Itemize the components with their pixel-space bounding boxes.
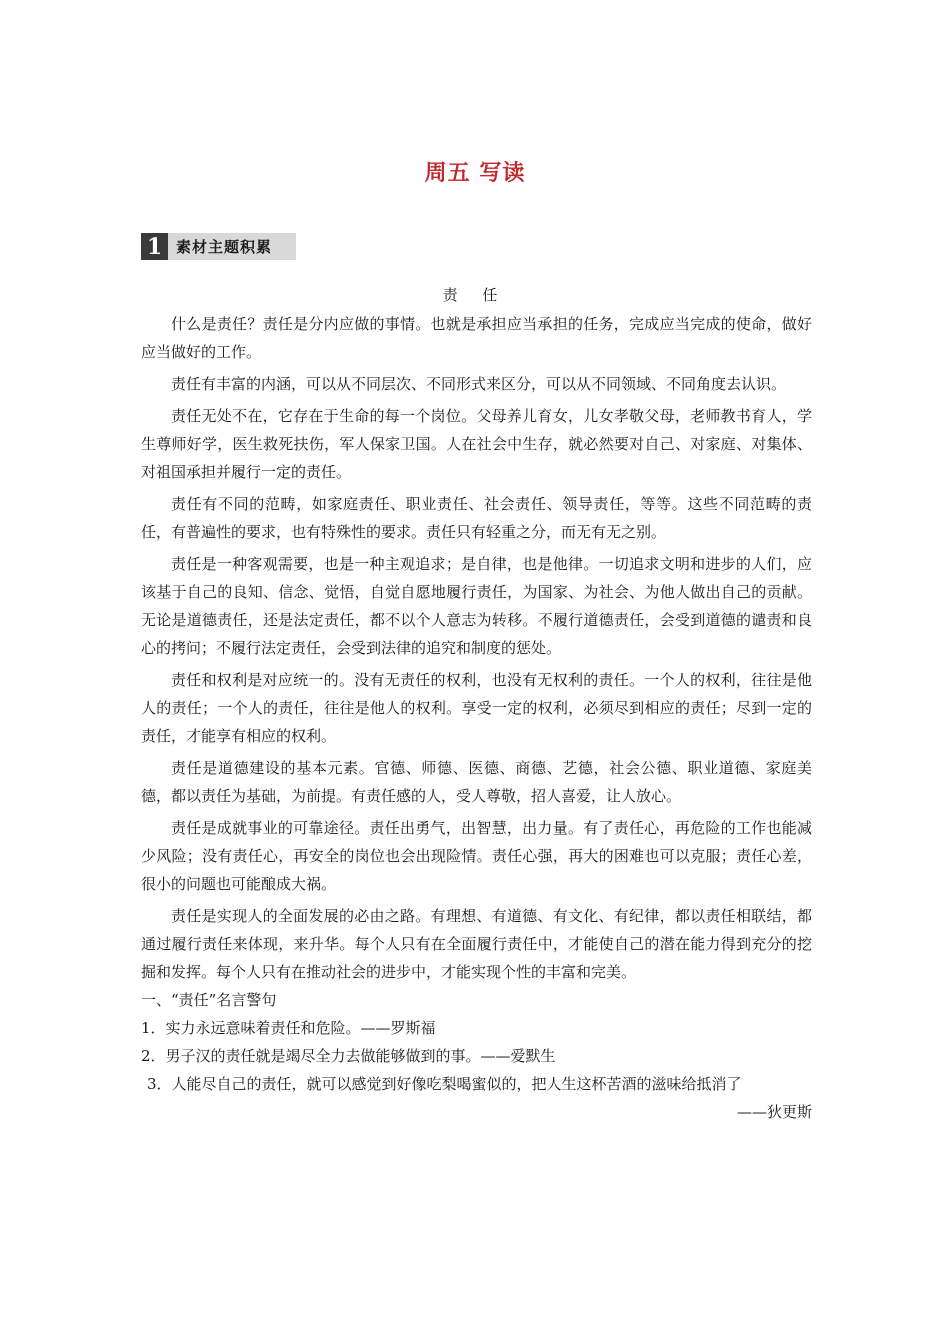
essay-paragraph: 责任有不同的范畴，如家庭责任、职业责任、社会责任、领导责任，等等。这些不同范畴的责任，有普遍性的要求，也有特殊性的要求。责任只有轻重之分，而无有无之别。 bbox=[141, 495, 812, 541]
quote-item: 2．男子汉的责任就是竭尽全力去做能够做到的事。——爱默生 bbox=[141, 1047, 556, 1065]
essay-paragraph: 责任是道德建设的基本元素。官德、师德、医德、商德、艺德，社会公德、职业道德、家庭美德，都以责任为基础，为前提。有责任感的人，受人尊敬，招人喜爱，让人放心。 bbox=[141, 759, 812, 805]
quotes-heading: 一、“责任”名言警句 bbox=[141, 991, 277, 1009]
essay-paragraph: 责任是一种客观需要，也是一种主观追求；是自律，也是他律。一切追求文明和进步的人们，应该基于自己的良知、信念、觉悟，自觉自愿地履行责任，为国家、为社会、为他人做出自己的贡献。无论是道德责任，还是法定责任，都不以个人意志为转移。不履行道德责任，会受到道德的谴责和良心的拷问；不履行法定责任，会受到法律的追究和制度的惩处。 bbox=[141, 555, 812, 657]
essay-paragraph: 责任是成就事业的可靠途径。责任出勇气，出智慧，出力量。有了责任心，再危险的工作也能减少风险；没有责任心，再安全的岗位也会出现险情。责任心强，再大的困难也可以克服；责任心差，很小的问题也可能酿成大祸。 bbox=[141, 819, 812, 893]
essay-paragraph: 责任有丰富的内涵，可以从不同层次、不同形式来区分，可以从不同领域、不同角度去认识。 bbox=[171, 375, 787, 393]
section-header bbox=[141, 233, 296, 260]
essay-title: 责 任 bbox=[442, 286, 508, 304]
essay-paragraph: 什么是责任？责任是分内应做的事情。也就是承担应当承担的任务，完成应当完成的使命，做好应当做好的工作。 bbox=[141, 315, 812, 361]
page-title: 周五 写读 bbox=[424, 161, 526, 186]
section-number-badge: 1 bbox=[141, 233, 168, 260]
essay-paragraph: 责任是实现人的全面发展的必由之路。有理想、有道德、有文化、有纪律，都以责任相联结，都通过履行责任来体现，来升华。每个人只有在全面履行责任中，才能使自己的潜在能力得到充分的挖掘和发挥。每个人只有在推动社会的进步中，才能实现个性的丰富和完美。 bbox=[141, 907, 812, 981]
essay-paragraph: 责任无处不在，它存在于生命的每一个岗位。父母养儿育女，儿女孝敬父母，老师教书育人，学生尊师好学，医生救死扶伤，军人保家卫国。人在社会中生存，就必然要对自己、对家庭、对集体、对祖国承担并履行一定的责任。 bbox=[141, 407, 812, 481]
quote-attribution: ——狄更斯 bbox=[736, 1103, 812, 1121]
essay-paragraph: 责任和权利是对应统一的。没有无责任的权利，也没有无权利的责任。一个人的权利，往往是他人的责任；一个人的责任，往往是他人的权利。享受一定的权利，必须尽到相应的责任；尽到一定的责任，才能享有相应的权利。 bbox=[141, 671, 812, 745]
section-label: 素材主题积累 bbox=[176, 238, 273, 256]
quote-item: 1．实力永远意味着责任和危险。——罗斯福 bbox=[141, 1019, 436, 1037]
essay-body bbox=[141, 310, 812, 1126]
quote-item: 3．人能尽自己的责任，就可以感觉到好像吃梨喝蜜似的，把人生这杯苦酒的滋味给抵消了 bbox=[147, 1075, 742, 1093]
